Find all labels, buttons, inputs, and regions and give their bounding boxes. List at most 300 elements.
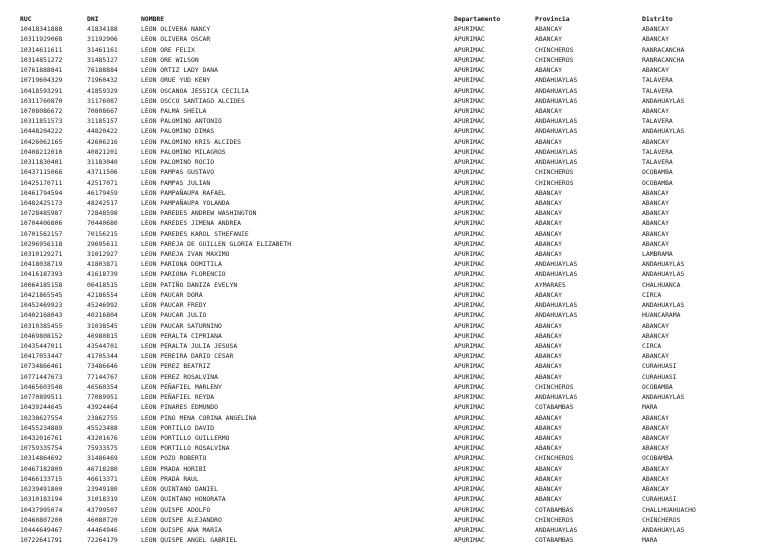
cell-departamento: APURIMAC bbox=[454, 168, 485, 177]
cell-dni: 77144767 bbox=[87, 372, 118, 381]
table-body bbox=[20, 24, 742, 545]
table-row bbox=[20, 55, 742, 65]
cell-departamento: APURIMAC bbox=[454, 515, 485, 524]
cell-dni: 43711506 bbox=[87, 168, 118, 177]
cell-distrito: ABANCAY bbox=[642, 321, 669, 330]
cell-nombre: LEON PORTILLO ROSALVINA bbox=[141, 444, 230, 453]
cell-dni: 40821201 bbox=[87, 147, 118, 156]
cell-provincia: CHINCHEROS bbox=[535, 454, 574, 463]
cell-departamento: APURIMAC bbox=[454, 229, 485, 238]
cell-nombre: LEON ORTIZ LADY DANA bbox=[141, 66, 218, 75]
cell-dni: 70808667 bbox=[87, 106, 118, 115]
cell-distrito: ANDAHUAYLAS bbox=[642, 393, 685, 402]
cell-ruc: 10734866461 bbox=[20, 362, 63, 371]
cell-provincia: ANDAHUAYLAS bbox=[535, 393, 578, 402]
cell-departamento: APURIMAC bbox=[454, 219, 485, 228]
cell-provincia: ABANCAY bbox=[535, 495, 562, 504]
cell-distrito: LAMBRAMA bbox=[642, 250, 673, 259]
table-row bbox=[20, 402, 742, 412]
cell-nombre: LEON PAUCAR JULIO bbox=[141, 311, 207, 320]
cell-provincia: CHINCHEROS bbox=[535, 55, 574, 64]
cell-dni: 41803871 bbox=[87, 260, 118, 269]
table-row bbox=[20, 116, 742, 126]
cell-provincia: ABANCAY bbox=[535, 331, 562, 340]
header-departamento: Departamento bbox=[454, 15, 501, 23]
cell-departamento: APURIMAC bbox=[454, 158, 485, 167]
contributors-table bbox=[20, 14, 742, 545]
cell-dni: 48242517 bbox=[87, 198, 118, 207]
table-row bbox=[20, 515, 742, 525]
cell-ruc: 10728485987 bbox=[20, 209, 63, 218]
cell-provincia: ANDAHUAYLAS bbox=[535, 96, 578, 105]
cell-provincia: ABANCAY bbox=[535, 372, 562, 381]
cell-distrito: TALAVERA bbox=[642, 117, 673, 126]
cell-distrito: OCOBAMBA bbox=[642, 382, 673, 391]
cell-dni: 31185157 bbox=[87, 117, 118, 126]
cell-distrito: ABANCAY bbox=[642, 464, 669, 473]
cell-departamento: APURIMAC bbox=[454, 239, 485, 248]
cell-nombre: LEON PAREJA IVAN MAXIMO bbox=[141, 250, 230, 259]
cell-dni: 06418515 bbox=[87, 280, 118, 289]
cell-ruc: 10461794594 bbox=[20, 188, 63, 197]
cell-dni: 31018319 bbox=[87, 495, 118, 504]
table-row bbox=[20, 178, 742, 188]
cell-nombre: LEON PAUCAR SATURNINO bbox=[141, 321, 222, 330]
cell-dni: 41618739 bbox=[87, 270, 118, 279]
cell-provincia: ABANCAY bbox=[535, 25, 562, 34]
cell-departamento: APURIMAC bbox=[454, 66, 485, 75]
cell-provincia: ABANCAY bbox=[535, 66, 562, 75]
cell-ruc: 10448204222 bbox=[20, 127, 63, 136]
cell-ruc: 10469808152 bbox=[20, 331, 63, 340]
cell-provincia: ABANCAY bbox=[535, 35, 562, 44]
cell-nombre: LEON PEÑAFIEL MARLENY bbox=[141, 382, 222, 391]
table-row bbox=[20, 535, 742, 545]
cell-nombre: LEON QUISPE ADOLFO bbox=[141, 505, 211, 514]
cell-ruc: 10482425173 bbox=[20, 198, 63, 207]
cell-nombre: LEON PINARES EDMUNDO bbox=[141, 403, 218, 412]
cell-ruc: 10452469923 bbox=[20, 301, 63, 310]
cell-ruc: 10416187393 bbox=[20, 270, 63, 279]
cell-nombre: LEON PARIONA FLORENCIO bbox=[141, 270, 226, 279]
cell-nombre: LEON PALOMINO KRIS ALCIDES bbox=[141, 137, 242, 146]
cell-dni: 73486646 bbox=[87, 362, 118, 371]
cell-provincia: ABANCAY bbox=[535, 321, 562, 330]
cell-dni: 72264179 bbox=[87, 536, 118, 545]
cell-nombre: LEON OSCANOA JESSICA CECILIA bbox=[141, 86, 249, 95]
cell-ruc: 10426062165 bbox=[20, 137, 63, 146]
cell-distrito: ABANCAY bbox=[642, 433, 669, 442]
cell-departamento: APURIMAC bbox=[454, 209, 485, 218]
cell-nombre: LEON ORUE YUD KENY bbox=[141, 76, 211, 85]
cell-provincia: ANDAHUAYLAS bbox=[535, 127, 578, 136]
cell-provincia: ABANCAY bbox=[535, 413, 562, 422]
table-row bbox=[20, 331, 742, 341]
cell-dni: 70156215 bbox=[87, 229, 118, 238]
cell-distrito: ABANCAY bbox=[642, 444, 669, 453]
cell-nombre: LEON QUINTANO DANIEL bbox=[141, 485, 218, 494]
cell-provincia: ABANCAY bbox=[535, 198, 562, 207]
cell-departamento: APURIMAC bbox=[454, 86, 485, 95]
cell-distrito: ABANCAY bbox=[642, 209, 669, 218]
cell-departamento: APURIMAC bbox=[454, 25, 485, 34]
cell-ruc: 10421865545 bbox=[20, 290, 63, 299]
cell-departamento: APURIMAC bbox=[454, 321, 485, 330]
table-row bbox=[20, 484, 742, 494]
cell-dni: 42606216 bbox=[87, 137, 118, 146]
cell-dni: 23862755 bbox=[87, 413, 118, 422]
table-row bbox=[20, 34, 742, 44]
cell-nombre: LEON PERALTA CIPRIANA bbox=[141, 331, 222, 340]
cell-ruc: 10296956118 bbox=[20, 239, 63, 248]
cell-ruc: 10701562157 bbox=[20, 229, 63, 238]
cell-departamento: APURIMAC bbox=[454, 117, 485, 126]
cell-departamento: APURIMAC bbox=[454, 536, 485, 545]
table-row bbox=[20, 351, 742, 361]
cell-dni: 76188884 bbox=[87, 66, 118, 75]
cell-departamento: APURIMAC bbox=[454, 352, 485, 361]
cell-departamento: APURIMAC bbox=[454, 76, 485, 85]
cell-provincia: ANDAHUAYLAS bbox=[535, 158, 578, 167]
cell-ruc: 10418038719 bbox=[20, 260, 63, 269]
cell-distrito: CIRCA bbox=[642, 342, 662, 350]
table-row bbox=[20, 413, 742, 423]
cell-ruc: 10455234889 bbox=[20, 423, 63, 432]
table-row bbox=[20, 137, 742, 147]
cell-nombre: LEON PRADA RAUL bbox=[141, 474, 199, 483]
cell-nombre: LEON PATIÑO DANIZA EVELYN bbox=[141, 280, 238, 289]
table-row bbox=[20, 188, 742, 198]
header-nombre: NOMBRE bbox=[141, 15, 165, 23]
cell-distrito: ABANCAY bbox=[642, 188, 669, 197]
cell-ruc: 10761888841 bbox=[20, 66, 63, 75]
cell-dni: 23949180 bbox=[87, 485, 118, 494]
cell-provincia: CHINCHEROS bbox=[535, 178, 574, 187]
cell-dni: 41834188 bbox=[87, 25, 118, 34]
cell-departamento: APURIMAC bbox=[454, 525, 485, 534]
cell-departamento: APURIMAC bbox=[454, 362, 485, 371]
table-row bbox=[20, 96, 742, 106]
cell-departamento: APURIMAC bbox=[454, 311, 485, 320]
cell-nombre: LEON PEREIRA DARIO CESAR bbox=[141, 352, 234, 361]
cell-departamento: APURIMAC bbox=[454, 454, 485, 463]
cell-departamento: APURIMAC bbox=[454, 301, 485, 310]
cell-departamento: APURIMAC bbox=[454, 96, 485, 105]
cell-departamento: APURIMAC bbox=[454, 280, 485, 289]
cell-ruc: 10311830401 bbox=[20, 158, 63, 167]
cell-provincia: ANDAHUAYLAS bbox=[535, 270, 578, 279]
cell-provincia: ABANCAY bbox=[535, 229, 562, 238]
cell-dni: 72848598 bbox=[87, 209, 118, 218]
cell-distrito: ABANCAY bbox=[642, 137, 669, 146]
cell-ruc: 10467182809 bbox=[20, 464, 63, 473]
cell-nombre: LEON ORE FELIX bbox=[141, 45, 195, 54]
cell-departamento: APURIMAC bbox=[454, 464, 485, 473]
cell-dni: 46080720 bbox=[87, 515, 118, 524]
table-row bbox=[20, 525, 742, 535]
cell-provincia: ANDAHUAYLAS bbox=[535, 260, 578, 269]
cell-departamento: APURIMAC bbox=[454, 55, 485, 64]
cell-nombre: LEON PAREDES JIMENA ANDREA bbox=[141, 219, 242, 228]
cell-provincia: ANDAHUAYLAS bbox=[535, 311, 578, 320]
cell-departamento: APURIMAC bbox=[454, 413, 485, 422]
cell-departamento: APURIMAC bbox=[454, 433, 485, 442]
cell-dni: 31192906 bbox=[87, 35, 118, 44]
cell-departamento: APURIMAC bbox=[454, 474, 485, 483]
cell-provincia: COTABAMBAS bbox=[535, 403, 574, 412]
cell-departamento: APURIMAC bbox=[454, 444, 485, 453]
cell-departamento: APURIMAC bbox=[454, 342, 485, 350]
cell-distrito: ABANCAY bbox=[642, 35, 669, 44]
table-row bbox=[20, 249, 742, 259]
cell-distrito: ABANCAY bbox=[642, 229, 669, 238]
cell-nombre: LEON PINO MENA CORINA ANGELINA bbox=[141, 413, 257, 422]
cell-ruc: 10418341888 bbox=[20, 25, 63, 34]
header-ruc: RUC bbox=[20, 15, 32, 23]
cell-dni: 46718280 bbox=[87, 464, 118, 473]
cell-ruc: 10465603548 bbox=[20, 382, 63, 391]
cell-provincia: ABANCAY bbox=[535, 342, 562, 350]
cell-provincia: ANDAHUAYLAS bbox=[535, 117, 578, 126]
cell-departamento: APURIMAC bbox=[454, 35, 485, 44]
table-row bbox=[20, 392, 742, 402]
cell-distrito: ABANCAY bbox=[642, 239, 669, 248]
cell-dni: 46980815 bbox=[87, 331, 118, 340]
cell-provincia: ANDAHUAYLAS bbox=[535, 76, 578, 85]
cell-dni: 46560354 bbox=[87, 382, 118, 391]
cell-nombre: LEON PAMPAS GUSTAVO bbox=[141, 168, 215, 177]
cell-distrito: CHALHUANCA bbox=[642, 280, 681, 289]
cell-nombre: LEON PALMA SHEILA bbox=[141, 106, 207, 115]
cell-dni: 43924464 bbox=[87, 403, 118, 412]
cell-distrito: ABANCAY bbox=[642, 485, 669, 494]
cell-dni: 40216804 bbox=[87, 311, 118, 320]
cell-ruc: 10314851272 bbox=[20, 55, 63, 64]
table-row bbox=[20, 382, 742, 392]
cell-provincia: ANDAHUAYLAS bbox=[535, 147, 578, 156]
cell-distrito: ANDAHUAYLAS bbox=[642, 96, 685, 105]
cell-nombre: LEON PAMPAÑAUPA YOLANDA bbox=[141, 198, 230, 207]
cell-provincia: ANDAHUAYLAS bbox=[535, 86, 578, 95]
cell-distrito: ABANCAY bbox=[642, 219, 669, 228]
cell-ruc: 10444649467 bbox=[20, 525, 63, 534]
table-row bbox=[20, 147, 742, 157]
cell-distrito: RANRACANCHA bbox=[642, 45, 685, 54]
cell-dni: 75933575 bbox=[87, 444, 118, 453]
cell-distrito: OCOBAMBA bbox=[642, 178, 673, 187]
cell-dni: 70440680 bbox=[87, 219, 118, 228]
cell-ruc: 10460807200 bbox=[20, 515, 63, 524]
cell-departamento: APURIMAC bbox=[454, 372, 485, 381]
cell-nombre: LEON PALOMINO ANTONIO bbox=[141, 117, 222, 126]
cell-nombre: LEON QUINTANO HONORATA bbox=[141, 495, 226, 504]
cell-ruc: 10314611611 bbox=[20, 45, 63, 54]
cell-dni: 45523488 bbox=[87, 423, 118, 432]
cell-dni: 44820422 bbox=[87, 127, 118, 136]
cell-nombre: LEON PEREZ BEATRIZ bbox=[141, 362, 211, 371]
cell-ruc: 10310129271 bbox=[20, 250, 63, 259]
cell-dni: 46613371 bbox=[87, 474, 118, 483]
cell-distrito: OCOBAMBA bbox=[642, 454, 673, 463]
cell-ruc: 10719604329 bbox=[20, 76, 63, 85]
cell-distrito: TALAVERA bbox=[642, 86, 673, 95]
cell-dni: 43544701 bbox=[87, 342, 118, 350]
cell-nombre: LEON OLIVERA NANCY bbox=[141, 25, 211, 34]
cell-nombre: LEON PALOMINO MILAGROS bbox=[141, 147, 226, 156]
table-row bbox=[20, 75, 742, 85]
cell-distrito: HUANCARAMA bbox=[642, 311, 681, 320]
cell-provincia: ABANCAY bbox=[535, 188, 562, 197]
cell-distrito: ABANCAY bbox=[642, 352, 669, 361]
cell-provincia: ANDAHUAYLAS bbox=[535, 301, 578, 310]
cell-provincia: ABANCAY bbox=[535, 485, 562, 494]
cell-nombre: LEON QUISPE ALEJANDRO bbox=[141, 515, 222, 524]
cell-ruc: 10704406806 bbox=[20, 219, 63, 228]
cell-nombre: LEON PAREDES ANDREW WASHINGTON bbox=[141, 209, 257, 218]
table-row bbox=[20, 24, 742, 34]
cell-departamento: APURIMAC bbox=[454, 403, 485, 412]
table-row bbox=[20, 218, 742, 228]
cell-dni: 31461161 bbox=[87, 45, 118, 54]
table-row bbox=[20, 269, 742, 279]
cell-provincia: AYMARAES bbox=[535, 280, 566, 289]
cell-departamento: APURIMAC bbox=[454, 188, 485, 197]
cell-ruc: 10311929068 bbox=[20, 35, 63, 44]
cell-nombre: LEON PAREJA DE GUILLEN GLORIA ELIZABETH bbox=[141, 239, 292, 248]
cell-provincia: ABANCAY bbox=[535, 362, 562, 371]
cell-ruc: 10722641791 bbox=[20, 536, 63, 545]
cell-nombre: LEON PERALTA JULIA JESUSA bbox=[141, 342, 238, 350]
cell-provincia: CHINCHEROS bbox=[535, 515, 574, 524]
cell-ruc: 10311851573 bbox=[20, 117, 63, 126]
cell-provincia: ABANCAY bbox=[535, 464, 562, 473]
table-row bbox=[20, 167, 742, 177]
table-row bbox=[20, 229, 742, 239]
cell-provincia: CHINCHEROS bbox=[535, 45, 574, 54]
cell-dni: 31012927 bbox=[87, 250, 118, 259]
cell-dni: 31176087 bbox=[87, 96, 118, 105]
table-row bbox=[20, 280, 742, 290]
cell-ruc: 10311760870 bbox=[20, 96, 63, 105]
cell-provincia: ABANCAY bbox=[535, 137, 562, 146]
cell-provincia: ANDAHUAYLAS bbox=[535, 525, 578, 534]
cell-distrito: TALAVERA bbox=[642, 158, 673, 167]
cell-departamento: APURIMAC bbox=[454, 495, 485, 504]
cell-nombre: LEON PRADA HORIBI bbox=[141, 464, 207, 473]
header-dni: DNI bbox=[87, 15, 99, 23]
table-row bbox=[20, 372, 742, 382]
cell-distrito: CURAHUASI bbox=[642, 495, 677, 504]
table-row bbox=[20, 453, 742, 463]
cell-provincia: COTABAMBAS bbox=[535, 505, 574, 514]
table-row bbox=[20, 86, 742, 96]
cell-distrito: ABANCAY bbox=[642, 25, 669, 34]
cell-ruc: 10408212010 bbox=[20, 147, 63, 156]
cell-distrito: MARA bbox=[642, 403, 658, 412]
cell-provincia: ABANCAY bbox=[535, 444, 562, 453]
cell-departamento: APURIMAC bbox=[454, 485, 485, 494]
cell-distrito: ABANCAY bbox=[642, 331, 669, 340]
cell-provincia: ABANCAY bbox=[535, 433, 562, 442]
cell-nombre: LEON PALOMINO ROCIO bbox=[141, 158, 215, 167]
cell-ruc: 10402168043 bbox=[20, 311, 63, 320]
cell-provincia: ABANCAY bbox=[535, 290, 562, 299]
cell-nombre: LEON PAMPAS JULIAN bbox=[141, 178, 211, 187]
cell-distrito: ANDAHUAYLAS bbox=[642, 127, 685, 136]
cell-distrito: TALAVERA bbox=[642, 147, 673, 156]
cell-dni: 31486469 bbox=[87, 454, 118, 463]
cell-nombre: LEON PORTILLO GUILLERMO bbox=[141, 433, 230, 442]
cell-dni: 43201676 bbox=[87, 433, 118, 442]
cell-dni: 42517071 bbox=[87, 178, 118, 187]
table-row bbox=[20, 300, 742, 310]
table-row bbox=[20, 157, 742, 167]
cell-dni: 45246992 bbox=[87, 301, 118, 310]
cell-departamento: APURIMAC bbox=[454, 270, 485, 279]
cell-departamento: APURIMAC bbox=[454, 393, 485, 402]
cell-distrito: ABANCAY bbox=[642, 66, 669, 75]
cell-distrito: ANDAHUAYLAS bbox=[642, 301, 685, 310]
cell-nombre: LEON POZO ROBERTO bbox=[141, 454, 207, 463]
cell-dni: 71960432 bbox=[87, 76, 118, 85]
cell-nombre: LEON PAUCAR DORA bbox=[141, 290, 203, 299]
cell-provincia: ABANCAY bbox=[535, 423, 562, 432]
cell-ruc: 10239491800 bbox=[20, 485, 63, 494]
cell-ruc: 10770899511 bbox=[20, 393, 63, 402]
cell-distrito: ABANCAY bbox=[642, 423, 669, 432]
table-header-row bbox=[20, 14, 742, 24]
cell-distrito: ABANCAY bbox=[642, 198, 669, 207]
cell-distrito: RANRACANCHA bbox=[642, 55, 685, 64]
table-row bbox=[20, 341, 742, 351]
cell-dni: 41859329 bbox=[87, 86, 118, 95]
cell-distrito: TALAVERA bbox=[642, 76, 673, 85]
cell-ruc: 10418593291 bbox=[20, 86, 63, 95]
cell-departamento: APURIMAC bbox=[454, 331, 485, 340]
table-row bbox=[20, 106, 742, 116]
cell-distrito: OCOBAMBA bbox=[642, 168, 673, 177]
cell-distrito: ANDAHUAYLAS bbox=[642, 525, 685, 534]
cell-nombre: LEON PORTILLO DAVID bbox=[141, 423, 215, 432]
cell-departamento: APURIMAC bbox=[454, 250, 485, 259]
table-row bbox=[20, 494, 742, 504]
cell-nombre: LEON PEREZ ROSALVINA bbox=[141, 372, 218, 381]
cell-dni: 43799507 bbox=[87, 505, 118, 514]
cell-departamento: APURIMAC bbox=[454, 106, 485, 115]
cell-nombre: LEON PAUCAR FREDY bbox=[141, 301, 207, 310]
cell-departamento: APURIMAC bbox=[454, 423, 485, 432]
cell-nombre: LEON OSCCO SANTIAGO ALCIDES bbox=[141, 96, 245, 105]
cell-departamento: APURIMAC bbox=[454, 505, 485, 514]
cell-nombre: LEON OLIVERA OSCAR bbox=[141, 35, 211, 44]
cell-nombre: LEON QUISPE ANA MARIA bbox=[141, 525, 222, 534]
cell-ruc: 10310183194 bbox=[20, 495, 63, 504]
cell-provincia: CHINCHEROS bbox=[535, 382, 574, 391]
cell-dni: 29695611 bbox=[87, 239, 118, 248]
header-provincia: Provincia bbox=[535, 15, 570, 23]
cell-provincia: ABANCAY bbox=[535, 474, 562, 483]
table-row bbox=[20, 361, 742, 371]
cell-distrito: CURAHUASI bbox=[642, 372, 677, 381]
cell-departamento: APURIMAC bbox=[454, 45, 485, 54]
cell-ruc: 10064185158 bbox=[20, 280, 63, 289]
cell-ruc: 10435447011 bbox=[20, 342, 63, 350]
cell-provincia: ABANCAY bbox=[535, 106, 562, 115]
cell-provincia: COTABAMBAS bbox=[535, 536, 574, 545]
cell-nombre: LEON PEÑAFIEL REYDA bbox=[141, 393, 215, 402]
cell-nombre: LEON ORE WILSON bbox=[141, 55, 199, 64]
table-row bbox=[20, 208, 742, 218]
